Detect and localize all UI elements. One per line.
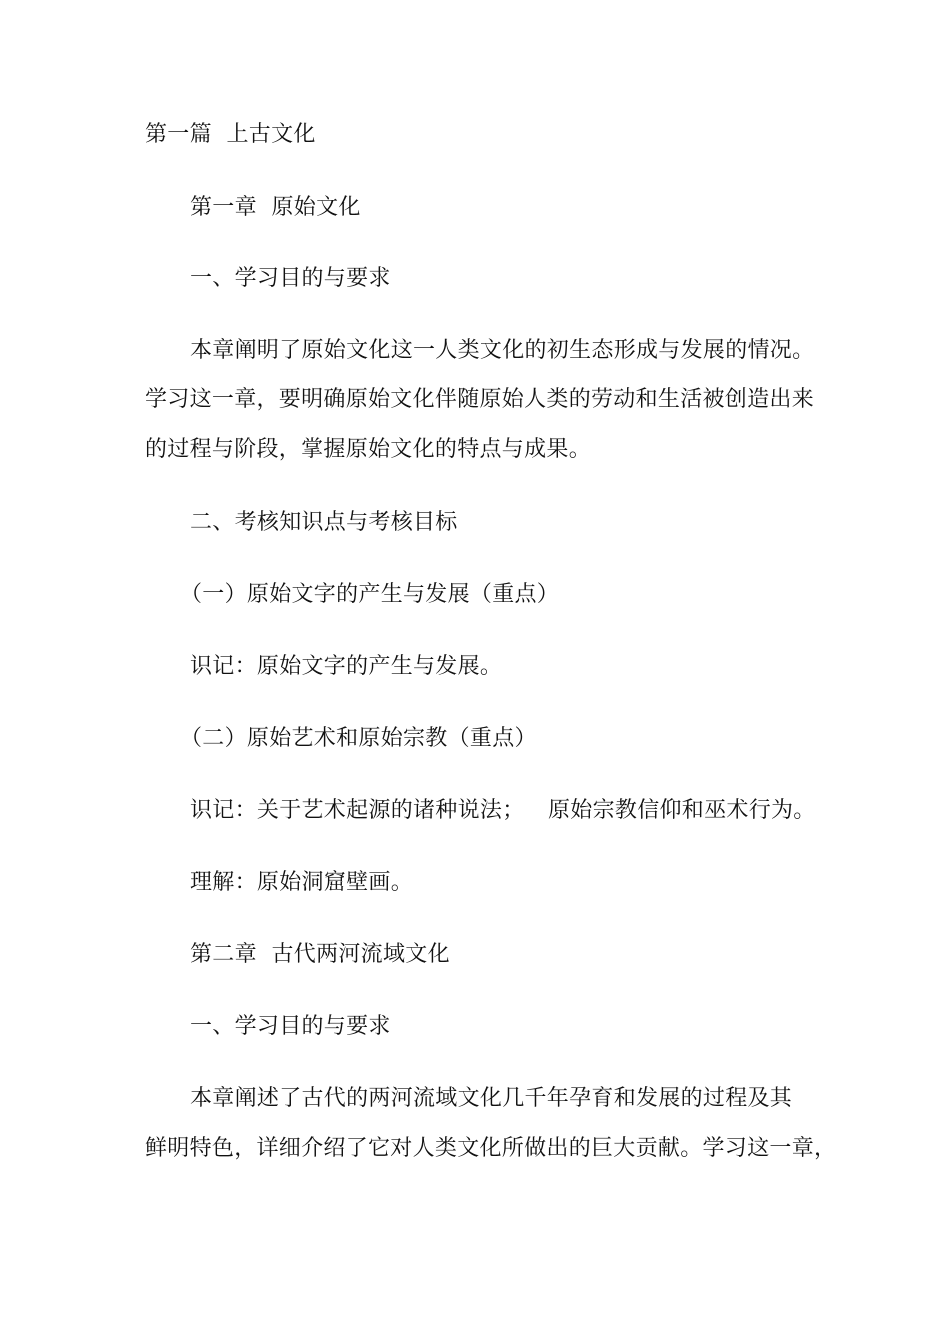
knowledge-point-note: 识记：关于艺术起源的诸种说法； [190, 798, 525, 823]
paragraph-line: 的过程与阶段，掌握原始文化的特点与成果。 [145, 437, 592, 462]
paragraph-line: 学习这一章，要明确原始文化伴随原始人类的劳动和生活被创造出来 [145, 387, 815, 412]
knowledge-point-heading: （一）原始文字的产生与发展（重点） [180, 582, 560, 607]
section-heading: 二、考核知识点与考核目标 [190, 510, 458, 535]
knowledge-point-heading: （二）原始艺术和原始宗教（重点） [180, 726, 537, 751]
paragraph-line: 本章阐述了古代的两河流域文化几千年孕育和发展的过程及其 [190, 1086, 793, 1111]
chapter-title: 第一章 原始文化 [190, 195, 361, 220]
paragraph-line: 鲜明特色，详细介绍了它对人类文化所做出的巨大贡献。学习这一章， [145, 1136, 837, 1161]
section-heading: 一、学习目的与要求 [190, 266, 391, 291]
section-heading: 一、学习目的与要求 [190, 1014, 391, 1039]
part-title: 第一篇 上古文化 [145, 122, 316, 147]
knowledge-point-note: 识记：原始文字的产生与发展。 [190, 654, 503, 679]
knowledge-point-understand: 理解：原始洞窟壁画。 [190, 870, 414, 895]
chapter-title: 第二章 古代两河流域文化 [190, 942, 450, 967]
paragraph-line: 本章阐明了原始文化这一人类文化的初生态形成与发展的情况。 [190, 338, 815, 363]
knowledge-point-note-continued: 原始宗教信仰和巫术行为。 [548, 798, 816, 823]
